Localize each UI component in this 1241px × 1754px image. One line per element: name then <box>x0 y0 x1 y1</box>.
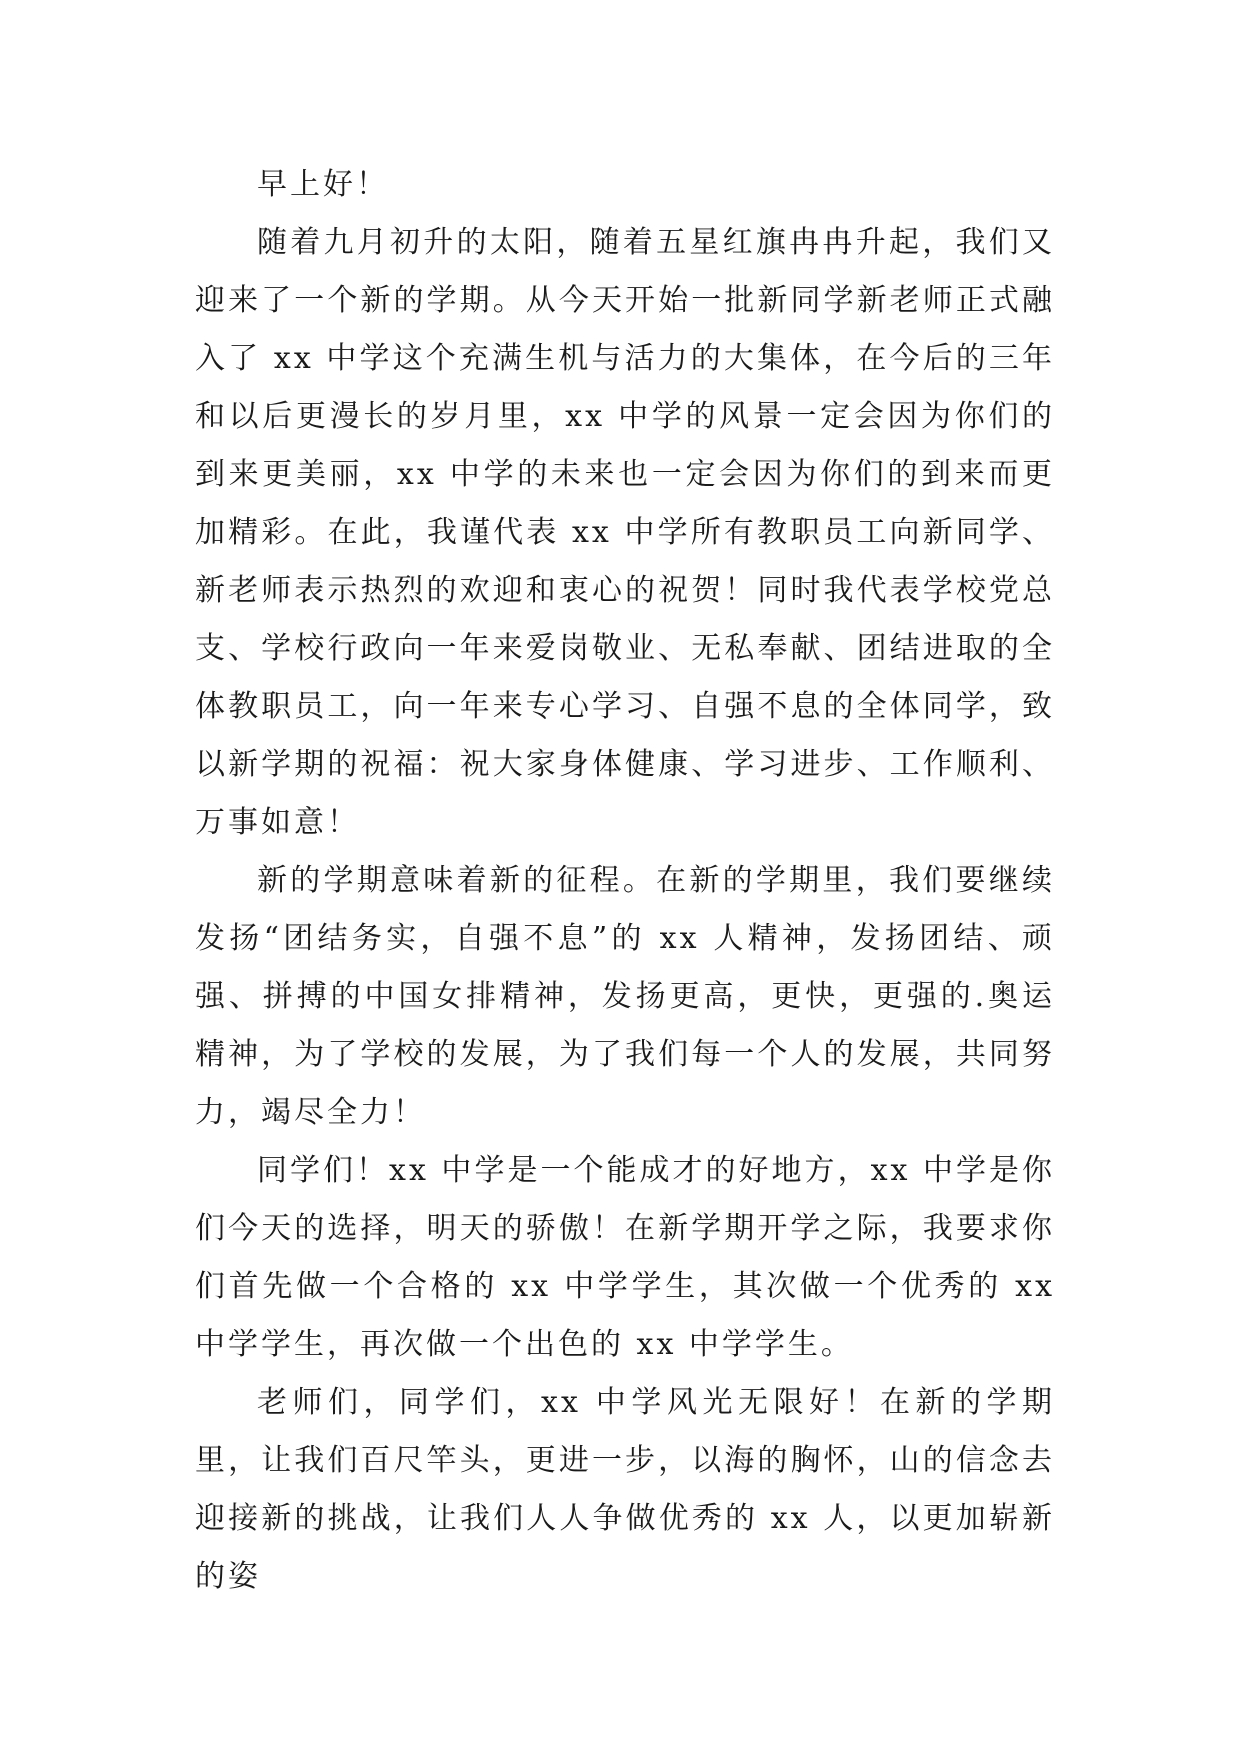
paragraph-greeting: 早上好！ <box>257 167 389 202</box>
paragraph-new-journey: 新的学期意味着新的征程。在新的学期里，我们要继续发扬“团结务实，自强不息”的 xx 人精神，发扬团结、顽强、拼搏的中国女排精神，发扬更高，更快，更强的.奥运精神，为了学校的发展，为了我们每一个人的发展，共同努力，竭尽全力！ <box>195 863 1055 1130</box>
document-body <box>195 156 1055 1606</box>
paragraph-closing: 老师们，同学们，xx 中学风光无限好！在新的学期里，让我们百尺竿头，更进一步，以海的胸怀，山的信念去迎接新的挑战，让我们人人争做优秀的 xx 人，以更加崭新的姿 <box>195 1385 1055 1594</box>
paragraph-welcome: 随着九月初升的太阳，随着五星红旗冉冉升起，我们又迎来了一个新的学期。从今天开始一批新同学新老师正式融入了 xx 中学这个充满生机与活力的大集体，在今后的三年和以后更漫长的岁月里，xx 中学的风景一定会因为你们的到来更美丽，xx 中学的未来也一定会因为你们的到来而更加精彩。在此，我谨代表 xx 中学所有教职员工向新同学、新老师表示热烈的欢迎和衷心的祝贺！同时我代表学校党总支、学校行政向一年来爱岗敬业、无私奉献、团结进取的全体教职员工，向一年来专心学习、自强不息的全体同学，致以新学期的祝福：祝大家身体健康、学习进步、工作顺利、万事如意！ <box>195 225 1055 840</box>
paragraph-students: 同学们！xx 中学是一个能成才的好地方，xx 中学是你们今天的选择，明天的骄傲！在新学期开学之际，我要求你们首先做一个合格的 xx 中学学生，其次做一个优秀的 xx 中学学生，再次做一个出色的 xx 中学学生。 <box>195 1153 1055 1362</box>
